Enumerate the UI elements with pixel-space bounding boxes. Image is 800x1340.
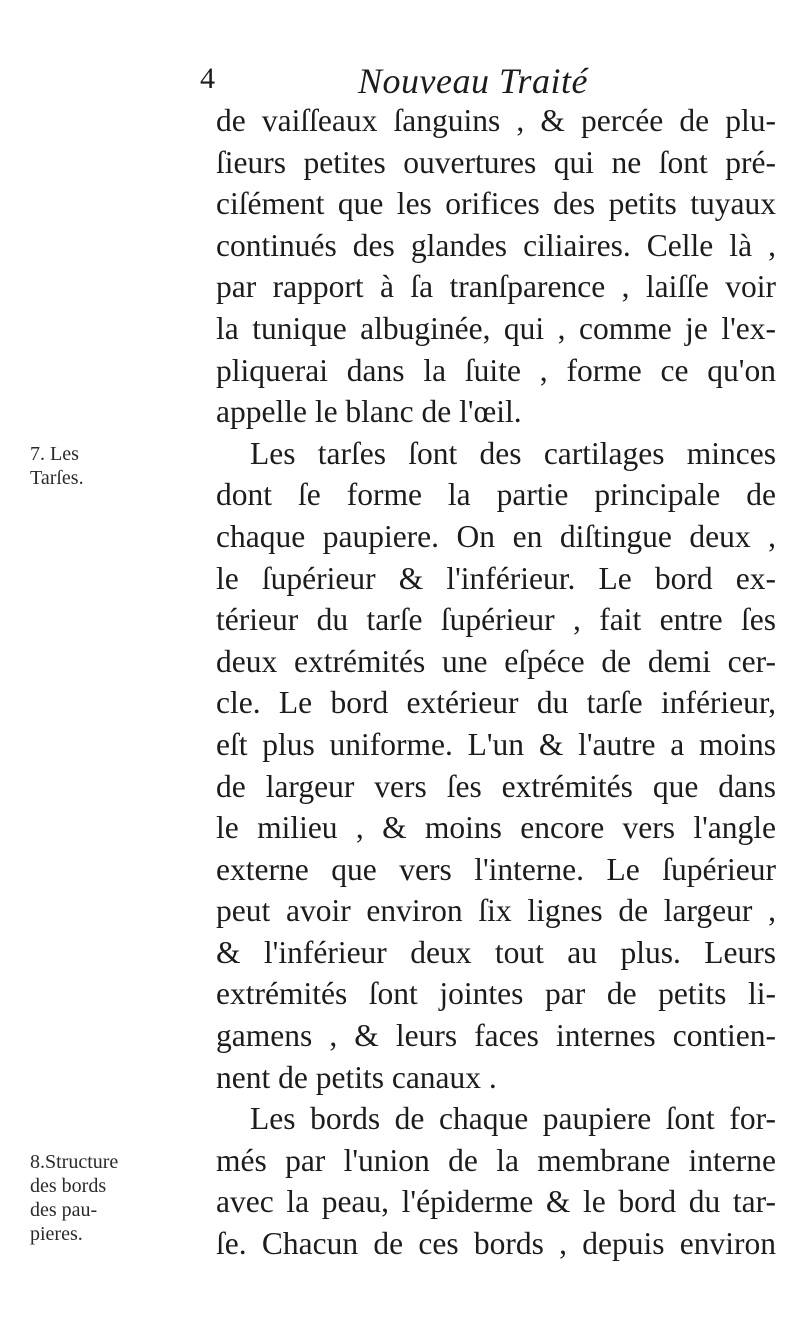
body-text	[216, 100, 776, 1265]
text-line: avec la peau, l'épiderme & le bord du tar-	[216, 1184, 776, 1220]
margin-note-line: des pau-	[30, 1199, 98, 1221]
text-line: de vaiſſeaux ſanguins , & percée de plu-	[216, 103, 776, 138]
text-line: & l'inférieur deux tout au plus. Leurs	[216, 934, 776, 970]
page-header	[200, 62, 760, 102]
running-title: Nouveau Traité	[358, 61, 588, 101]
text-line: nent de petits canaux .	[216, 1059, 497, 1095]
text-line: continués des glandes ciliaires. Celle là ,	[216, 227, 776, 263]
text-line: térieur du tarſe ſupérieur , fait entre ſes	[216, 602, 776, 638]
text-line: cle. Le bord extérieur du tarſe inférieur,	[216, 685, 776, 721]
text-line: par rapport à ſa tranſparence , laiſſe voir	[216, 269, 776, 305]
text-line: la tunique albuginée, qui , comme je l'ex-	[216, 310, 776, 346]
text-line: le milieu , & moins encore vers l'angle	[216, 810, 776, 846]
margin-note-line: Tarſes.	[30, 467, 84, 489]
text-line: externe que vers l'interne. Le ſupérieur	[216, 851, 776, 887]
text-line: dont ſe forme la partie principale de	[216, 477, 776, 513]
margin-note-line: pieres.	[30, 1223, 83, 1245]
margin-note-tarses	[30, 442, 84, 490]
text-line: appelle le blanc de l'œil.	[216, 394, 522, 430]
text-line: gamens , & leurs faces internes contien-	[216, 1018, 776, 1054]
margin-note-line: 8.Structure	[30, 1151, 119, 1173]
text-line: ſieurs petites ouvertures qui ne ſont pré-	[216, 144, 776, 180]
margin-note-line: 7. Les	[30, 443, 79, 465]
text-line: pliquerai dans la ſuite , forme ce qu'on	[216, 352, 776, 388]
text-line: ciſément que les orifices des petits tuyaux	[216, 186, 776, 222]
text-line: més par l'union de la membrane interne	[216, 1142, 776, 1178]
text-line: le ſupérieur & l'inférieur. Le bord ex-	[216, 560, 776, 596]
text-line: chaque paupiere. On en diſtingue deux ,	[216, 518, 776, 554]
text-line: Les tarſes ſont des cartilages minces	[250, 435, 776, 471]
margin-note-structure	[30, 1150, 118, 1246]
text-line: deux extrémités une eſpéce de demi cer-	[216, 643, 776, 679]
page-number: 4	[200, 62, 215, 95]
text-line: Les bords de chaque paupiere ſont for-	[250, 1101, 776, 1137]
margin-note-line: des bords	[30, 1175, 107, 1197]
text-line: extrémités ſont jointes par de petits li-	[216, 976, 776, 1012]
text-line: de largeur vers ſes extrémités que dans	[216, 768, 776, 804]
text-line: eſt plus uniforme. L'un & l'autre a moins	[216, 726, 776, 762]
text-line: ſe. Chacun de ces bords , depuis environ	[216, 1226, 776, 1262]
text-line: peut avoir environ ſix lignes de largeur ,	[216, 893, 776, 929]
